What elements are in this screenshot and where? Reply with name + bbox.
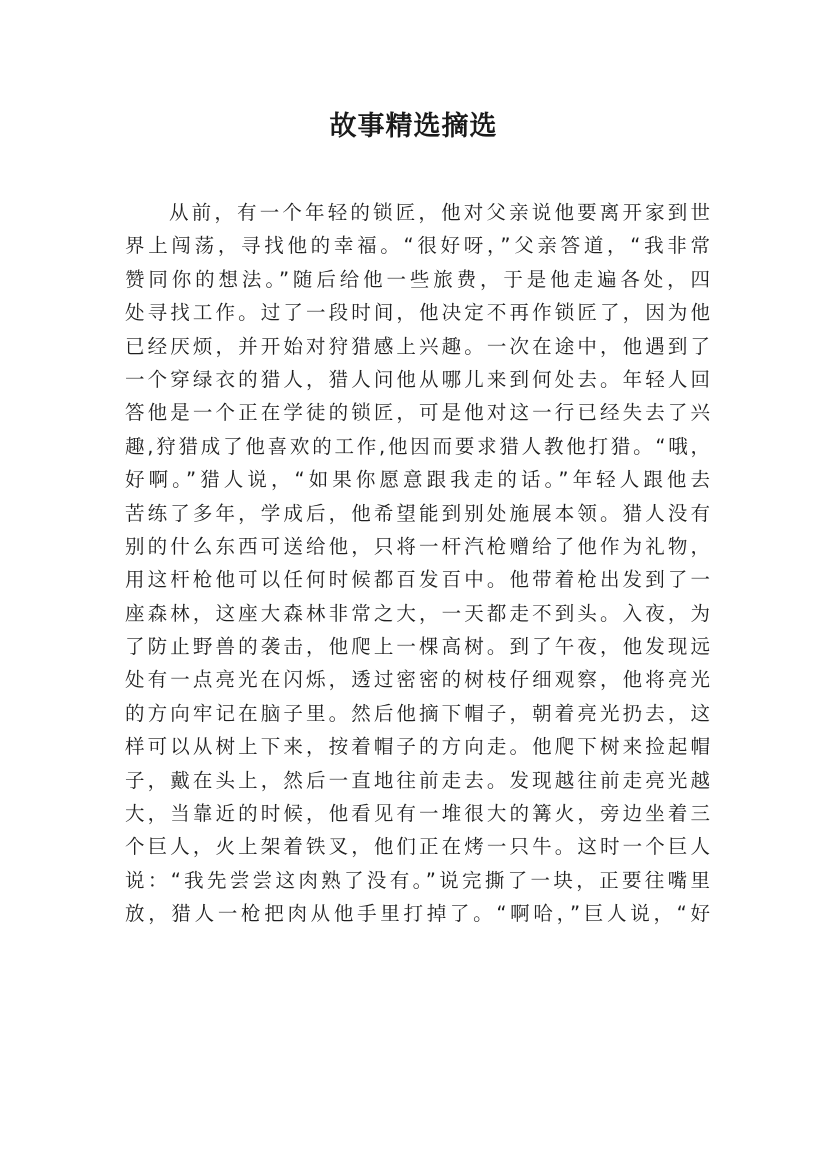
- text-line: 个巨人，火上架着铁叉，他们正在烤一只牛。这时一个巨人: [125, 835, 710, 859]
- text-line: 座森林，这座大森林非常之大，一天都走不到头。入夜，为: [125, 601, 710, 625]
- text-line: 已经厌烦，并开始对狩猎感上兴趣。一次在途中，他遇到了: [125, 334, 710, 358]
- text-line: 答他是一个正在学徒的锁匠，可是他对这一行已经失去了兴: [125, 401, 710, 425]
- text-line: 一个穿绿衣的猎人，猎人问他从哪儿来到何处去。年轻人回: [125, 367, 710, 391]
- text-line: 大，当靠近的时候，他看见有一堆很大的篝火，旁边坐着三: [125, 802, 710, 826]
- text-line: 放，猎人一枪把肉从他手里打掉了。“啊哈，”巨人说，“好: [125, 902, 710, 926]
- text-line: 趣,狩猎成了他喜欢的工作,他因而要求猎人教他打猎。“哦，: [125, 434, 710, 458]
- text-line: 的方向牢记在脑子里。然后他摘下帽子，朝着亮光扔去，这: [125, 701, 710, 725]
- text-line: 从前，有一个年轻的锁匠，他对父亲说他要离开家到世: [169, 201, 710, 224]
- text-line: 苦练了多年，学成后，他希望能到别处施展本领。猎人没有: [125, 501, 710, 525]
- text-line: 样可以从树上下来，按着帽子的方向走。他爬下树来捡起帽: [125, 735, 710, 759]
- text-line: 别的什么东西可送给他，只将一杆汽枪赠给了他作为礼物，: [125, 534, 710, 558]
- text-line: 赞同你的想法。”随后给他一些旅费，于是他走遍各处，四: [125, 267, 710, 291]
- story-body: [125, 196, 710, 931]
- document-title: 故事精选摘选: [329, 111, 498, 142]
- text-line: 界上闯荡，寻找他的幸福。“很好呀，”父亲答道，“我非常: [125, 234, 710, 258]
- text-line: 处有一点亮光在闪烁，透过密密的树枝仔细观察，他将亮光: [125, 668, 710, 692]
- text-line: 子，戴在头上，然后一直地往前走去。发现越往前走亮光越: [125, 768, 710, 792]
- text-line: 处寻找工作。过了一段时间，他决定不再作锁匠了，因为他: [125, 301, 710, 325]
- text-line: 用这杆枪他可以任何时候都百发百中。他带着枪出发到了一: [125, 568, 710, 592]
- text-line: 说：“我先尝尝这肉熟了没有。”说完撕了一块，正要往嘴里: [125, 868, 710, 892]
- text-line: 了防止野兽的袭击，他爬上一棵高树。到了午夜，他发现远: [125, 635, 710, 659]
- text-line: 好啊。”猎人说，“如果你愿意跟我走的话。”年轻人跟他去: [125, 468, 710, 492]
